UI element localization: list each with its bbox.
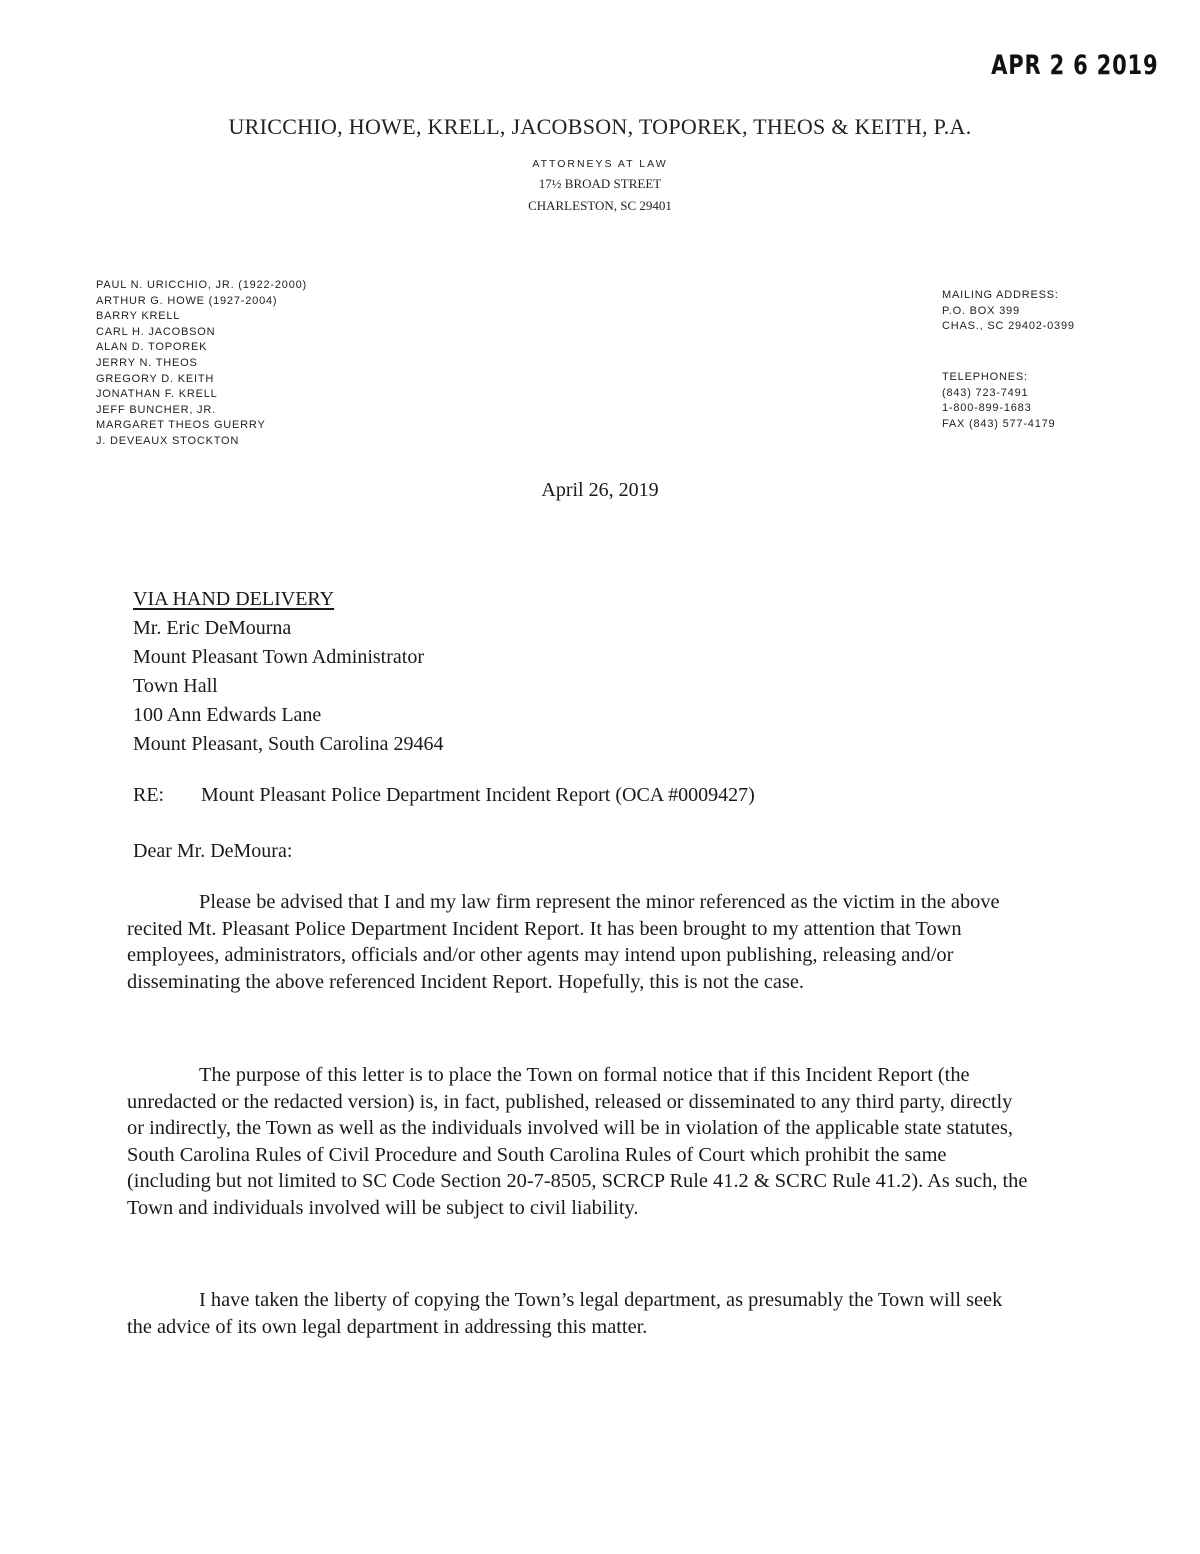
recipient-line: Town Hall (133, 675, 218, 697)
body-paragraph: The purpose of this letter is to place the Town on formal notice that if this Incident Report (the unredacted or the redacted version) is, in fact, published, released or disseminated to any third party, directly or indirectly, the Town as well as the individuals involved will be in violation of the applicable state statutes, South Carolina Rules of Civil Procedure and South Carolina Rules of Court which prohibit the same (including but not limited to SC Code Section 20-7-8505, SCRCP Rule 41.2 & SCRC Rule 41.2). As such, the Town and individuals involved will be subject to civil liability. (127, 1064, 1028, 1219)
subject-line (133, 784, 755, 807)
delivery-method: VIA HAND DELIVERY (133, 588, 335, 610)
mailing-address-block (942, 288, 1075, 335)
partner-name: JEFF BUNCHER, JR. (96, 403, 216, 416)
mailing-address-line: CHAS., SC 29402-0399 (942, 320, 1075, 333)
partner-name: JERRY N. THEOS (96, 356, 198, 369)
subject-label: RE: (133, 784, 165, 806)
received-date-stamp: APR 2 6 2019 (990, 50, 1158, 81)
recipient-address-block (133, 585, 444, 759)
telephones-block (942, 370, 1055, 432)
partner-name: JONATHAN F. KRELL (96, 388, 218, 401)
letter-date: April 26, 2019 (541, 479, 659, 501)
recipient-line: 100 Ann Edwards Lane (133, 704, 322, 726)
firm-street-address: 17½ BROAD STREET (538, 176, 662, 191)
mailing-address-line: P.O. BOX 399 (942, 304, 1020, 317)
telephone-number: (843) 723-7491 (942, 386, 1029, 399)
partner-name: ARTHUR G. HOWE (1927-2004) (96, 294, 278, 307)
recipient-line: Mount Pleasant Town Administrator (133, 646, 424, 668)
telephones-label: TELEPHONES: (942, 371, 1028, 383)
salutation: Dear Mr. DeMoura: (133, 840, 293, 862)
partner-name: J. DEVEAUX STOCKTON (96, 434, 240, 447)
body-paragraph: Please be advised that I and my law firm represent the minor referenced as the victim in the above recited Mt. Pleasant Police Department Incident Report. It has been brought to my attention that Town employees, administrators, officials and/or other agents may intend upon publishing, releasing and/or disseminating the above referenced Incident Report. Hopefully, this is not the case. (127, 891, 1000, 993)
partner-name: GREGORY D. KEITH (96, 372, 215, 385)
recipient-line: Mr. Eric DeMourna (133, 617, 292, 639)
mailing-address-label: MAILING ADDRESS: (942, 289, 1059, 301)
recipient-line: Mount Pleasant, South Carolina 29464 (133, 733, 444, 755)
body-paragraph: I have taken the liberty of copying the Town’s legal department, as presumably the Town will seek the advice of its own legal department in addressing this matter. (127, 1289, 1003, 1338)
subject-text: Mount Pleasant Police Department Incident Report (OCA #0009427) (201, 784, 755, 806)
partner-list (96, 278, 307, 450)
firm-city: CHARLESTON, SC 29401 (528, 198, 672, 213)
partner-name: MARGARET THEOS GUERRY (96, 419, 266, 432)
firm-tagline: ATTORNEYS AT LAW (532, 158, 668, 170)
firm-name: URICCHIO, HOWE, KRELL, JACOBSON, TOPOREK, THEOS & KEITH, P.A. (228, 114, 972, 139)
partner-name: PAUL N. URICCHIO, JR. (1922-2000) (96, 279, 308, 291)
partner-name: BARRY KRELL (96, 310, 181, 323)
telephone-number: 1-800-899-1683 (942, 402, 1032, 415)
partner-name: CARL H. JACOBSON (96, 325, 216, 338)
partner-name: ALAN D. TOPOREK (96, 341, 208, 354)
fax-number: FAX (843) 577-4179 (942, 417, 1056, 430)
